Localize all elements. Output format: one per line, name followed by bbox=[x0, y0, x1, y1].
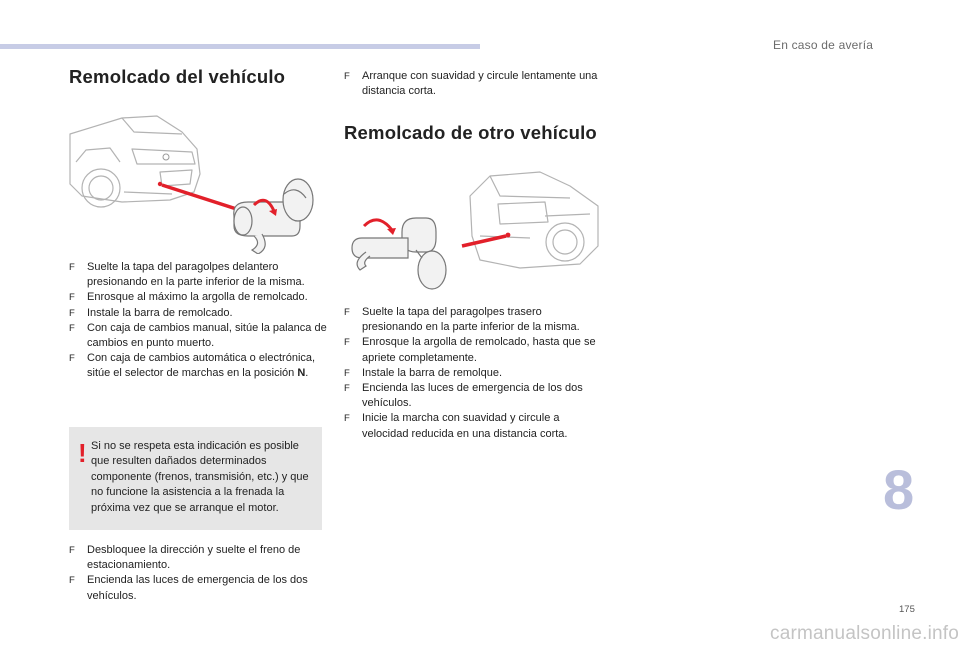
warning-text: Si no se respeta esta indicación es posible que resulten dañados determinados componente (frenos, transmisión, etc.) y que no funcione la asistencia a la frenada la próxima vez que se arranque el motor. bbox=[91, 440, 309, 514]
list-item: F Enrosque la argolla de remolcado, hasta que se apriete completamente. bbox=[344, 336, 596, 364]
list-item: F Con caja de cambios manual, sitúe la palanca de cambios en punto muerto. bbox=[69, 321, 327, 350]
list-item: F Encienda las luces de emergencia de los dos vehículos. bbox=[69, 574, 308, 602]
front-towing-continued-steps bbox=[344, 69, 604, 99]
bullet-marker: F bbox=[69, 353, 75, 365]
list-item: F Instale la barra de remolcado. bbox=[69, 306, 327, 321]
warning-box bbox=[69, 427, 322, 530]
bullet-marker: F bbox=[69, 322, 75, 334]
page-number: 175 bbox=[899, 604, 915, 615]
front-towing-final-steps bbox=[69, 543, 327, 604]
warning-icon: ! bbox=[78, 438, 87, 468]
bullet-marker: F bbox=[69, 307, 75, 319]
bullet-marker: F bbox=[344, 383, 350, 395]
bullet-marker: F bbox=[69, 545, 75, 556]
gear-position: N bbox=[297, 367, 306, 380]
bullet-marker: F bbox=[69, 575, 75, 587]
front-towing-title: Remolcado del vehículo bbox=[69, 66, 286, 87]
list-item: F Arranque con suavidad y circule lentamente una distancia corta. bbox=[344, 70, 598, 98]
list-item: F Suelte la tapa del paragolpes delantero presionando en la parte inferior de la misma. bbox=[69, 261, 305, 289]
bullet-marker: F bbox=[69, 262, 75, 273]
list-item: F Con caja de cambios automática o electrónica, sitúe el selector de marchas en la posición N. bbox=[69, 352, 316, 380]
front-tow-illustration bbox=[62, 104, 332, 254]
bullet-marker: F bbox=[344, 307, 350, 318]
other-vehicle-towing-title: Remolcado de otro vehículo bbox=[344, 122, 597, 143]
front-towing-steps bbox=[69, 260, 327, 382]
header-accent-bar bbox=[0, 44, 480, 49]
bullet-marker: F bbox=[344, 337, 350, 349]
watermark: carmanualsonline.info bbox=[770, 623, 960, 644]
bullet-marker: F bbox=[344, 367, 350, 379]
list-item: F Instale la barra de remolque. bbox=[344, 366, 604, 381]
list-item: F Encienda las luces de emergencia de los dos vehículos. bbox=[344, 382, 583, 410]
bullet-marker: F bbox=[69, 292, 75, 304]
section-title: En caso de avería bbox=[773, 38, 874, 52]
chapter-number: 8 bbox=[883, 458, 915, 521]
other-vehicle-towing-steps bbox=[344, 305, 604, 442]
bullet-marker: F bbox=[344, 71, 350, 82]
rear-tow-illustration bbox=[340, 166, 602, 301]
bullet-marker: F bbox=[344, 413, 350, 425]
list-item: F Suelte la tapa del paragolpes trasero presionando en la parte inferior de la misma. bbox=[344, 306, 580, 334]
list-item: F Desbloquee la dirección y suelte el freno de estacionamiento. bbox=[69, 544, 301, 572]
list-item: F Inicie la marcha con suavidad y circule a velocidad reducida en una distancia corta. bbox=[344, 412, 568, 440]
list-item: F Enrosque al máximo la argolla de remolcado. bbox=[69, 290, 327, 305]
